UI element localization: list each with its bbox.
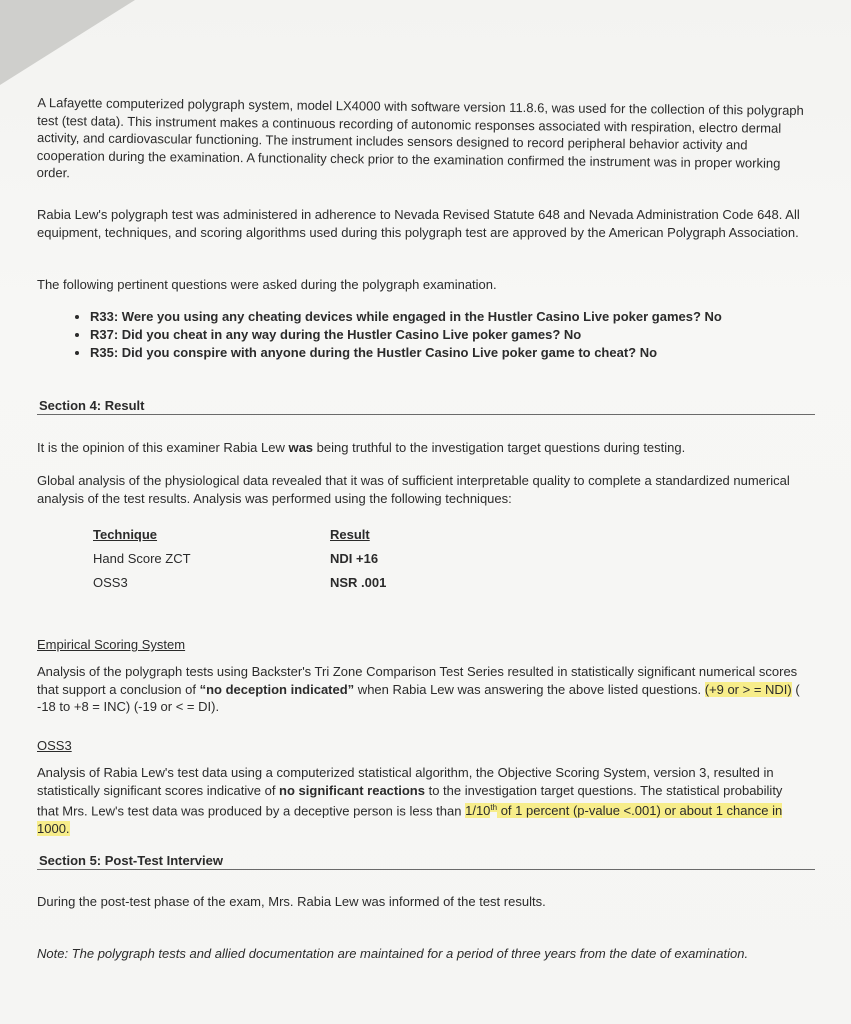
section-4-divider	[37, 414, 815, 415]
post-test-paragraph: During the post-test phase of the exam, Mrs. Rabia Lew was informed of the test results.	[37, 894, 546, 909]
result-header: Result	[330, 527, 370, 542]
instrument-paragraph: A Lafayette computerized polygraph system, model LX4000 with software version 11.8.6, was used for the collection of this polygraph test (test data). This instrument makes a continuous recording of autonomic responses associated with respiration, electro dermal activity, and cardiovascular functioning. The instrument includes sensors designed to record peripheral behavior activity and cooperation during the examination. A functionality check prior to the examination confirmed the instrument was in proper working order.	[36, 94, 804, 181]
empirical-scoring-title: Empirical Scoring System	[37, 637, 186, 652]
technique-cell: OSS3	[93, 575, 128, 590]
section-4-title: Section 4: Result	[39, 398, 145, 413]
oss3-paragraph: Analysis of Rabia Lew's test data using a computerized statistical algorithm, the Objective Scoring System, version 3, resulted in statistically significant scores indicative of no significant reactions to the investigation target questions. The statistical probability that Mrs. Lew's test data was produced by a deceptive person is less than 1/10th of 1 percent (p-value <.001) or about 1 chance in 1000.	[37, 765, 783, 836]
question-r37: • R37: Did you cheat in any way during the Hustler Casino Live poker games? No	[90, 326, 850, 344]
oss3-title: OSS3	[37, 738, 72, 753]
technique-header: Technique	[93, 527, 158, 542]
technique-column	[93, 523, 191, 595]
section-5-title: Section 5: Post-Test Interview	[39, 853, 223, 868]
section-5-divider	[37, 869, 815, 870]
questions-intro: The following pertinent questions were asked during the polygraph examination.	[37, 277, 497, 292]
result-cell: NDI +16	[330, 551, 379, 566]
result-column	[330, 523, 386, 595]
empirical-paragraph: Analysis of the polygraph tests using Backster's Tri Zone Comparison Test Series resulted in statistically significant numerical scores that support a conclusion of “no deception indicated” when Rabia Lew was answering the above listed questions. (+9 or > = NDI) ( -18 to +8 = INC) (-19 or < = DI).	[37, 664, 800, 714]
page-fold-corner	[0, 0, 135, 85]
retention-note: Note: The polygraph tests and allied documentation are maintained for a period of three years from the date of examination.	[37, 946, 749, 961]
opinion-paragraph: It is the opinion of this examiner Rabia Lew was being truthful to the investigation target questions during testing.	[37, 440, 686, 455]
statute-paragraph: Rabia Lew's polygraph test was administered in adherence to Nevada Revised Statute 648 and Nevada Administration Code 648. All equipment, techniques, and scoring algorithms used during this polygraph test are approved by the American Polygraph Association.	[37, 207, 800, 240]
question-list	[60, 308, 850, 362]
question-r33: • R33: Were you using any cheating devices while engaged in the Hustler Casino Live poker games? No	[90, 308, 850, 326]
result-cell: NSR .001	[330, 575, 387, 590]
technique-cell: Hand Score ZCT	[93, 551, 191, 566]
global-analysis-paragraph: Global analysis of the physiological data revealed that it was of sufficient interpretable quality to complete a standardized numerical analysis of the test results. Analysis was performed using the following techniques:	[37, 473, 790, 506]
question-r35: • R35: Did you conspire with anyone during the Hustler Casino Live poker game to cheat? No	[90, 344, 850, 362]
